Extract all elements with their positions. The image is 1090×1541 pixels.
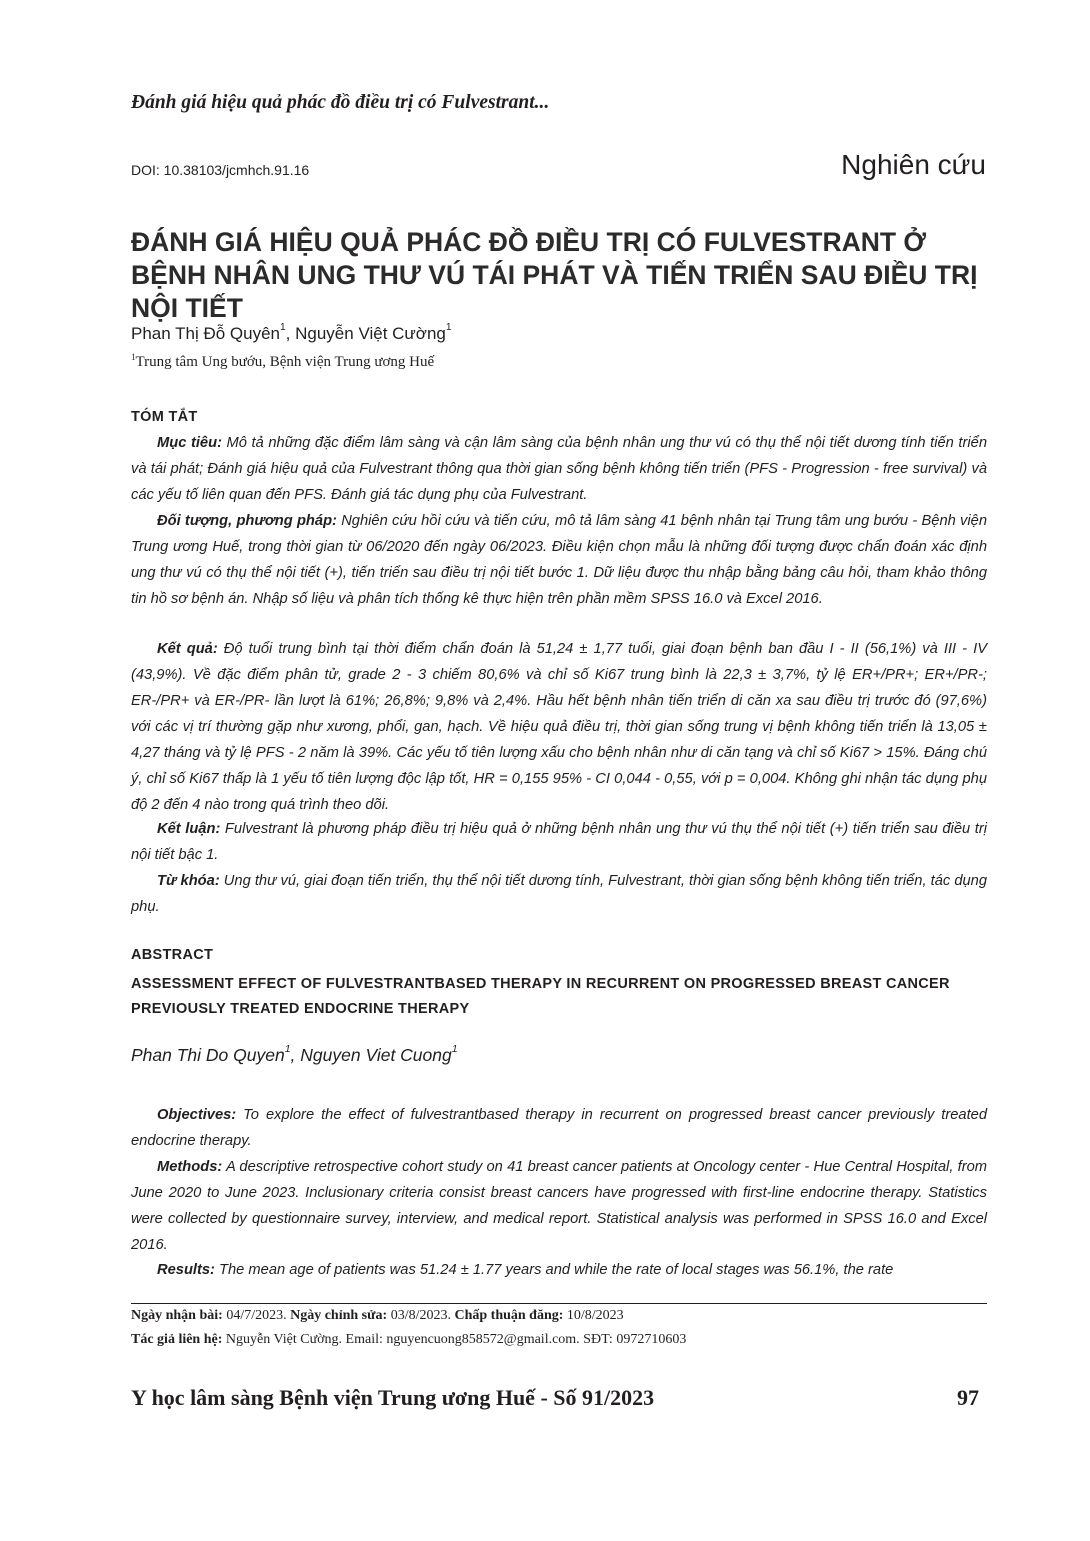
paragraph-label: Results: [157,1262,215,1278]
running-header: Đánh giá hiệu quả phác đồ điều trị có Fulvestrant... [131,92,550,113]
abstract-en-objectives [131,1102,987,1154]
abstract-heading: ABSTRACT [131,947,214,963]
paragraph-label: Từ khóa: [157,873,220,889]
footer-contact [131,1332,686,1348]
abstract-vn-keywords [131,868,987,920]
footer-divider [131,1303,987,1304]
author-separator: , [285,324,296,343]
author-separator: , [290,1045,301,1065]
author-name: Phan Thi Do Quyen [131,1045,285,1065]
paragraph-text: Độ tuổi trung bình tại thời điểm chẩn đoán là 51,24 ± 1,77 tuổi, giai đoạn bệnh ban đầu I - II (56,1%) và III - IV (43,9%). Về đặc điểm phân tử, grade 2 - 3 chiếm 80,6% và chỉ số Ki67 trung bình là 22,3 ± 3,7%, tỷ lệ ER+/PR+; ER+/PR-; ER-/PR+ và ER-/PR- lần lượt là 61%; 26,8%; 9,8% và 2,4%. Hầu hết bệnh nhân tiến triển di căn xa sau điều trị trước đó (97,6%) với các vị trí thường gặp như xương, phổi, gan, hạch. Về hiệu quả điều trị, thời gian sống trung vị bệnh không tiến triển là 13,05 ± 4,27 tháng và tỷ lệ PFS - 2 năm là 39%. Các yếu tố tiên lượng xấu cho bệnh nhân như di căn tạng và chỉ số Ki67 > 15%. Đáng chú ý, chỉ số Ki67 thấp là 1 yếu tố tiên lượng độc lập tốt, HR = 0,155 95% - CI 0,044 - 0,55, với p = 0,004. Không ghi nhận tác dụng phụ độ 2 đến 4 nào trong quá trình theo dõi. [131,641,988,813]
abstract-vn-objectives [131,430,987,508]
accepted-date: 10/8/2023 [563,1308,624,1323]
accepted-label: Chấp thuận đăng: [454,1308,564,1323]
paragraph-label: Kết luận: [157,821,221,837]
affiliation-mark: 1 [131,352,136,362]
abstract-vn-results [131,636,987,818]
page-number: 97 [957,1385,979,1410]
received-date: 04/7/2023. [222,1308,291,1323]
abstract-vn-methods [131,508,987,612]
received-label: Ngày nhận bài: [131,1308,223,1323]
paragraph-label: Mục tiêu: [157,435,222,451]
paragraph-text: The mean age of patients was 51.24 ± 1.77 years and while the rate of local stages was 56.1%, the rate [214,1262,894,1278]
affiliation-text: Trung tâm Ung bướu, Bệnh viện Trung ương Huế [135,354,435,370]
paragraph-label: Đối tượng, phương pháp: [157,513,337,529]
journal-name: Y học lâm sàng Bệnh viện Trung ương Huế - Số 91/2023 [131,1385,655,1410]
abstract-en-results [131,1257,987,1283]
author-name: Nguyen Viet Cuong [300,1045,452,1065]
contact-label: Tác giả liên hệ: [131,1332,223,1347]
paragraph-label: Kết quả: [157,641,218,657]
contact-details: Nguyễn Việt Cường. Email: nguyencuong858572@gmail.com. SĐT: 0972710603 [222,1332,687,1347]
abstract-title-en: ASSESSMENT EFFECT OF FULVESTRANTBASED THERAPY IN RECURRENT ON PROGRESSED BREAST CANCER PREVIOUSLY TREATED ENDOCRINE THERAPY [131,976,950,1017]
authors-vn [131,324,452,344]
author-name: Nguyễn Việt Cường [295,324,446,343]
paragraph-text: Ung thư vú, giai đoạn tiến triển, thụ thể nội tiết dương tính, Fulvestrant, thời gian sống bệnh không tiến triển, tác dụng phụ. [131,873,987,915]
affiliation-mark: 1 [284,1043,291,1055]
paragraph-label: Objectives: [157,1107,237,1123]
footer-dates [131,1308,624,1324]
authors-en [131,1045,458,1066]
paragraph-text: Mô tả những đặc điểm lâm sàng và cận lâm sàng của bệnh nhân ung thư vú có thụ thể nội tiết dương tính tiến triển và tái phát; Đánh giá hiệu quả của Fulvestrant thông qua thời gian sống bệnh không tiến triển (PFS - Progression - free survival) và các yếu tố liên quan đến PFS. Đánh giá tác dụng phụ của Fulvestrant. [131,435,987,503]
paragraph-text: Nghiên cứu hồi cứu và tiến cứu, mô tả lâm sàng 41 bệnh nhân tại Trung tâm ung bướu - Bệnh viện Trung ương Huế, trong thời gian từ 06/2020 đến ngày 06/2023. Điều kiện chọn mẫu là những đối tượng được chẩn đoán xác định ung thư vú có thụ thể nội tiết (+), tiến triển sau điều trị nội tiết bước 1. Dữ liệu được thu nhập bằng bảng câu hỏi, tham khảo thông tin hồ sơ bệnh án. Nhập số liệu và phân tích thống kê thực hiện trên phần mềm SPSS 16.0 và Excel 2016. [131,513,987,607]
paragraph-text: Fulvestrant là phương pháp điều trị hiệu quả ở những bệnh nhân ung thư vú thụ thể nội tiết (+) tiến triển sau điều trị nội tiết bậc 1. [131,821,987,863]
revised-label: Ngày chỉnh sửa: [290,1308,388,1323]
article-title: ĐÁNH GIÁ HIỆU QUẢ PHÁC ĐỒ ĐIỀU TRỊ CÓ FULVESTRANT Ở BỆNH NHÂN UNG THƯ VÚ TÁI PHÁT VÀ TIẾN TRIỂN SAU ĐIỀU TRỊ NỘI TIẾT [131,227,978,323]
paragraph-text: A descriptive retrospective cohort study on 41 breast cancer patients at Oncology center - Hue Central Hospital, from June 2020 to June 2023. Inclusionary criteria consist breast cancers have progressed with first-line endocrine therapy. Statistics were collected by questionnaire survey, interview, and medical report. Statistical analysis was performed in SPSS 16.0 and Excel 2016. [131,1159,987,1253]
tomtat-heading: TÓM TẮT [131,409,198,425]
abstract-vn-conclusion [131,816,987,868]
doi-label[interactable]: DOI: 10.38103/jcmhch.91.16 [131,162,310,178]
section-label: Nghiên cứu [841,149,986,180]
author-name: Phan Thị Đỗ Quyên [131,324,280,343]
affiliation-mark: 1 [280,322,286,333]
affiliation-mark: 1 [451,1043,458,1055]
affiliation-vn [131,354,434,371]
paragraph-label: Methods: [157,1159,223,1175]
revised-date: 03/8/2023. [387,1308,455,1323]
paragraph-text: To explore the effect of fulvestrantbased therapy in recurrent on progressed breast cancer previously treated endocrine therapy. [131,1107,987,1149]
abstract-en-methods [131,1154,987,1258]
affiliation-mark: 1 [445,322,452,333]
